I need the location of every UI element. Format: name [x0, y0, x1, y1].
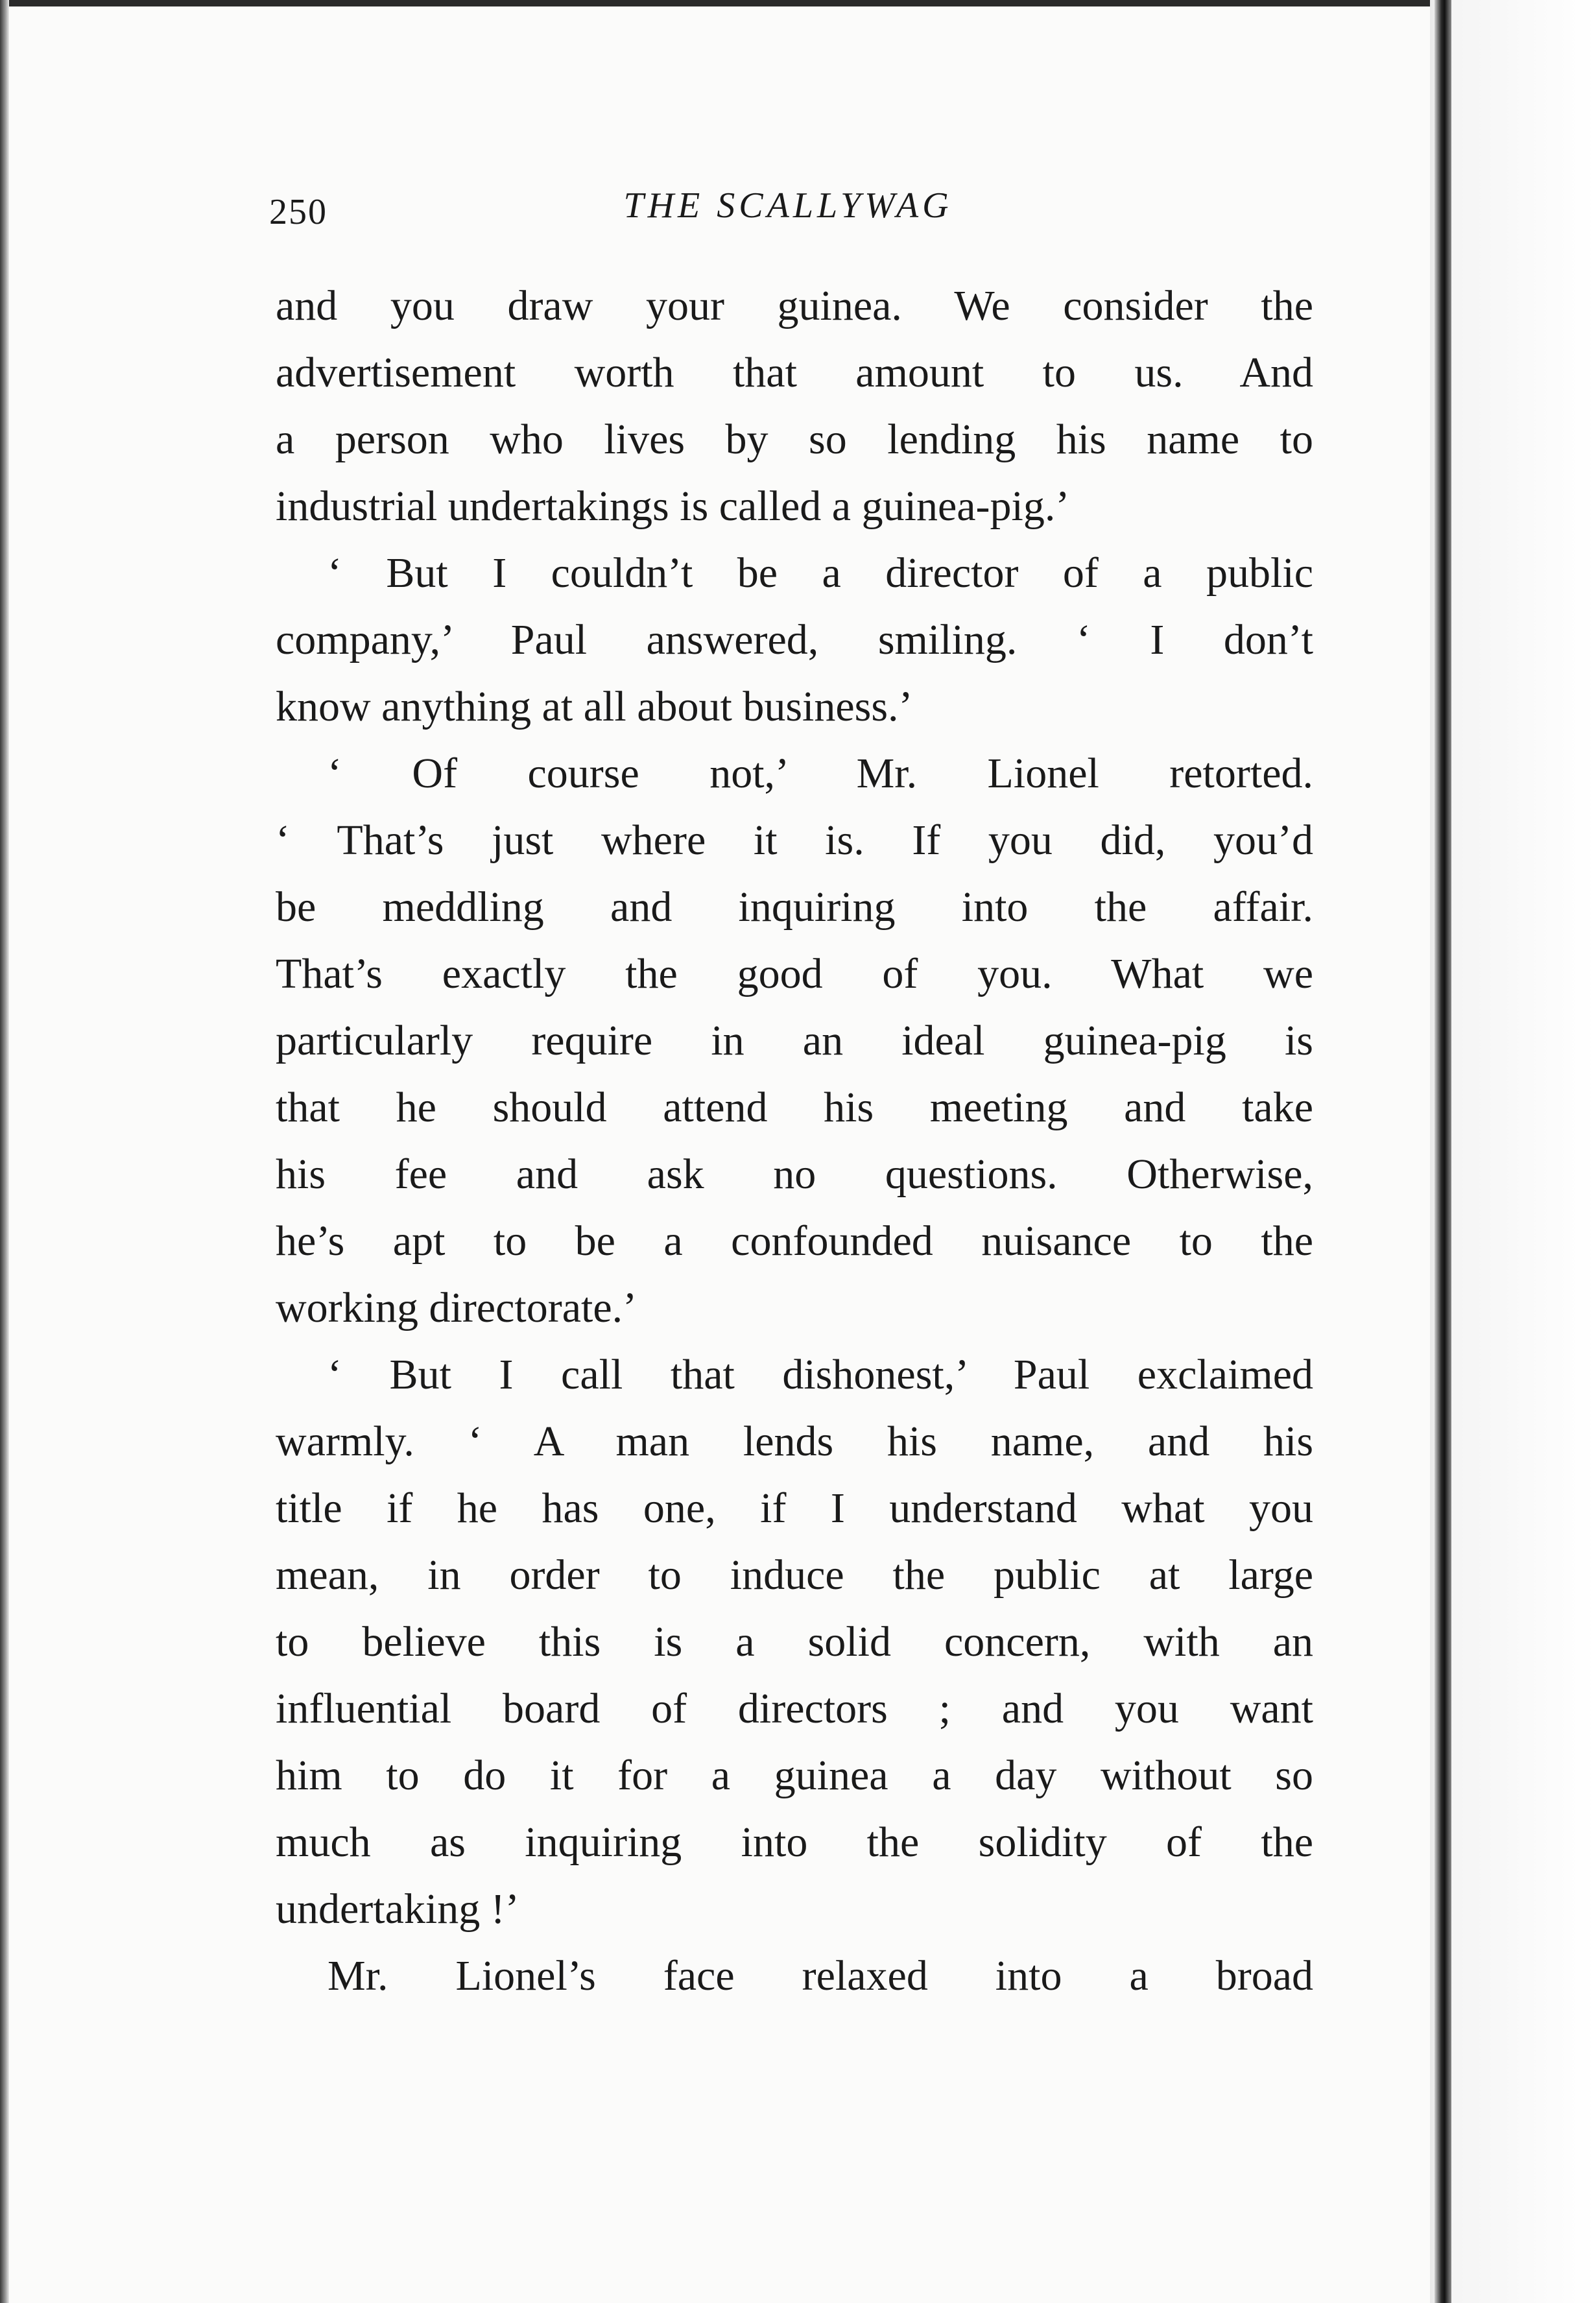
scan-spine-edge [1435, 0, 1451, 2303]
text-line: particularly require in an ideal guinea-pig is [276, 1017, 1313, 1064]
text-line: ‘ But I couldn’t be a director of a public [328, 549, 1313, 597]
text-line: a person who lives by so lending his name to [276, 416, 1313, 463]
text-line: be meddling and inquiring into the affair. [276, 883, 1313, 931]
text-line: him to do it for a guinea a day without so [276, 1752, 1313, 1799]
text-line: know anything at all about business.’ [276, 683, 913, 730]
book-title: THE SCALLYWAG [623, 185, 953, 226]
text-line: ‘ But I call that dishonest,’ Paul exclaimed [328, 1351, 1313, 1398]
text-line: his fee and ask no questions. Otherwise, [276, 1151, 1313, 1198]
scan-gutter [1430, 0, 1596, 2303]
text-line: much as inquiring into the solidity of the [276, 1819, 1313, 1866]
text-line: warmly. ‘ A man lends his name, and his [276, 1418, 1313, 1465]
scan-top-edge [0, 0, 1440, 6]
text-line: That’s exactly the good of you. What we [276, 950, 1313, 997]
text-line: working directorate.’ [276, 1284, 637, 1331]
text-line: undertaking !’ [276, 1885, 519, 1933]
text-line: influential board of directors ; and you want [276, 1685, 1313, 1732]
body-text [276, 272, 1313, 2009]
text-line: ‘ Of course not,’ Mr. Lionel retorted. [328, 750, 1313, 797]
scan-left-edge [0, 0, 9, 2303]
text-line: Mr. Lionel’s face relaxed into a broad [328, 1952, 1313, 1999]
text-line: ‘ That’s just where it is. If you did, you’d [276, 817, 1313, 864]
page-number: 250 [269, 192, 328, 232]
text-line: to believe this is a solid concern, with an [276, 1618, 1313, 1665]
text-line: he’s apt to be a confounded nuisance to the [276, 1217, 1313, 1265]
text-line: company,’ Paul answered, smiling. ‘ I don’t [276, 616, 1313, 663]
text-line: advertisement worth that amount to us. And [276, 349, 1313, 396]
text-line: and you draw your guinea. We consider the [276, 282, 1313, 329]
running-head [269, 185, 1307, 237]
text-line: industrial undertakings is called a guinea-pig.’ [276, 483, 1070, 530]
text-line: that he should attend his meeting and take [276, 1084, 1313, 1131]
text-line: mean, in order to induce the public at large [276, 1551, 1313, 1599]
text-line: title if he has one, if I understand what you [276, 1485, 1313, 1532]
